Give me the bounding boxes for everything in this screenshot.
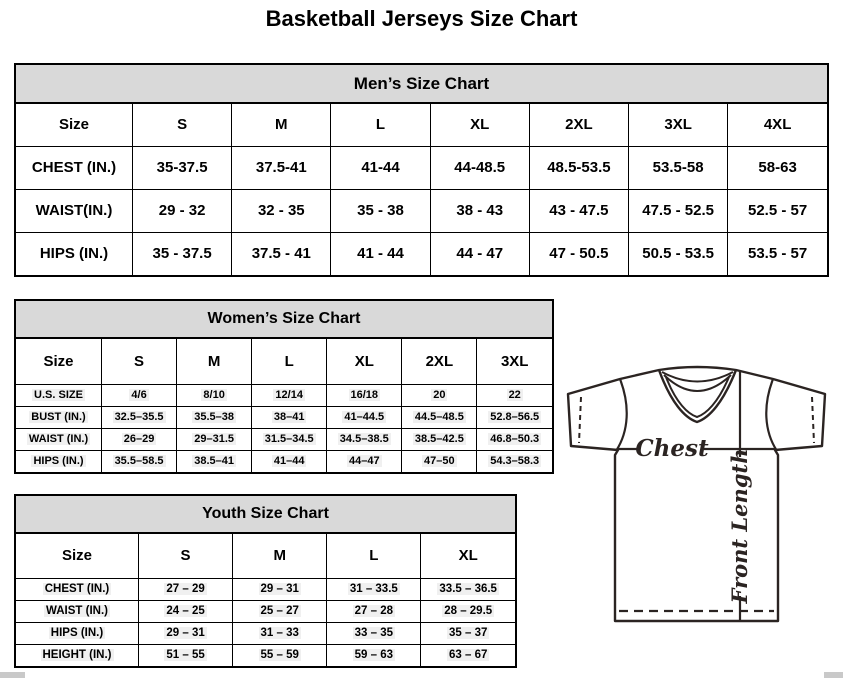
column-header: L — [327, 534, 421, 578]
value-text: 8/10 — [203, 389, 225, 401]
value-text: 43 - 47.5 — [549, 202, 609, 219]
value-text: 37.5-41 — [255, 159, 307, 176]
value-text: 47 - 50.5 — [549, 245, 609, 263]
column-header: Size — [16, 339, 102, 384]
value-cell — [177, 428, 252, 450]
value-cell — [233, 600, 327, 622]
value-text: 35.5–58.5 — [114, 455, 164, 468]
row-label-cell — [16, 428, 102, 450]
value-text: 53.5-58 — [652, 159, 704, 176]
value-cell — [327, 644, 421, 666]
table-row — [16, 450, 552, 472]
value-cell — [177, 384, 252, 406]
jersey-measurement-diagram — [563, 363, 830, 625]
value-text: 26–29 — [123, 433, 155, 445]
column-header: 3XL — [629, 104, 728, 146]
value-text: 31.5–34.5 — [264, 433, 314, 445]
value-text: 50.5 - 53.5 — [642, 245, 714, 263]
table-row — [16, 146, 827, 189]
value-text: 35-37.5 — [156, 159, 208, 176]
value-text: 28 – 29.5 — [444, 605, 493, 617]
value-cell — [327, 384, 402, 406]
column-header: 4XL — [728, 104, 827, 146]
value-cell — [252, 450, 327, 472]
value-cell — [477, 428, 552, 450]
value-cell — [430, 189, 529, 232]
row-label-text: HEIGHT (IN.) — [42, 649, 112, 662]
row-label-cell — [16, 450, 102, 472]
value-cell — [421, 600, 515, 622]
table-row — [16, 428, 552, 450]
row-label-text: CHEST (IN.) — [44, 583, 110, 595]
row-label-cell — [16, 146, 133, 189]
value-cell — [233, 578, 327, 600]
value-cell — [102, 428, 177, 450]
table-row — [16, 189, 827, 232]
value-cell — [139, 600, 233, 622]
mens-size-chart — [14, 63, 829, 277]
column-header: M — [232, 104, 331, 146]
value-text: 29 - 32 — [158, 202, 206, 219]
value-cell — [233, 644, 327, 666]
value-cell — [629, 189, 728, 232]
value-cell — [327, 428, 402, 450]
row-label-text: HIPS (IN.) — [33, 455, 84, 468]
value-text: 29 – 31 — [260, 583, 299, 595]
value-text: 33.5 – 36.5 — [439, 583, 497, 595]
value-text: 44–47 — [348, 455, 380, 468]
value-text: 16/18 — [350, 389, 379, 401]
value-text: 38.5–42.5 — [414, 433, 464, 445]
value-cell — [529, 189, 628, 232]
column-header: 3XL — [477, 339, 552, 384]
value-cell — [102, 450, 177, 472]
value-text: 34.5–38.5 — [339, 433, 389, 445]
value-text: 41 - 44 — [357, 245, 404, 263]
value-cell — [139, 622, 233, 644]
value-text: 41–44.5 — [344, 411, 385, 423]
value-cell — [232, 146, 331, 189]
value-cell — [629, 146, 728, 189]
value-text: 35 - 37.5 — [152, 245, 212, 263]
column-header: S — [133, 104, 232, 146]
value-cell — [402, 384, 477, 406]
table-row — [16, 622, 515, 644]
chest-label: Chest — [635, 435, 709, 462]
value-text: 27 – 28 — [354, 605, 393, 617]
youth-size-chart — [14, 494, 517, 668]
value-text: 27 – 29 — [166, 583, 205, 595]
column-header: M — [233, 534, 327, 578]
value-text: 20 — [433, 389, 446, 401]
row-label-text: BUST (IN.) — [31, 411, 86, 423]
value-cell — [331, 189, 430, 232]
column-header: 2XL — [402, 339, 477, 384]
value-cell — [177, 450, 252, 472]
value-cell — [327, 578, 421, 600]
value-cell — [133, 189, 232, 232]
value-cell — [421, 644, 515, 666]
column-header: L — [252, 339, 327, 384]
value-text: 22 — [508, 389, 521, 401]
value-text: 44-48.5 — [454, 159, 506, 176]
value-cell — [477, 384, 552, 406]
scrollbar-fragment-left[interactable] — [0, 672, 25, 678]
value-text: 47–50 — [424, 455, 455, 468]
value-cell — [529, 232, 628, 275]
row-label-text: HIPS (IN.) — [50, 627, 104, 639]
row-label-cell — [16, 189, 133, 232]
value-text: 41-44 — [361, 159, 400, 176]
row-label-text: U.S. SIZE — [34, 389, 83, 401]
value-cell — [327, 450, 402, 472]
value-text: 46.8–50.3 — [490, 433, 540, 445]
value-cell — [728, 189, 827, 232]
row-label-cell — [16, 578, 139, 600]
jersey-outline-shape — [568, 367, 825, 621]
value-text: 35.5–38 — [194, 411, 234, 423]
value-text: 25 – 27 — [260, 605, 299, 617]
value-text: 32.5–35.5 — [114, 411, 164, 423]
value-cell — [402, 450, 477, 472]
mens-chart-title: Men’s Size Chart — [16, 65, 827, 104]
row-label-cell — [16, 622, 139, 644]
column-header: Size — [16, 104, 133, 146]
value-cell — [139, 578, 233, 600]
value-cell — [102, 384, 177, 406]
value-text: 29–31.5 — [194, 433, 234, 445]
row-label-cell — [16, 406, 102, 428]
value-text: 35 - 38 — [357, 202, 404, 219]
value-cell — [232, 232, 331, 275]
value-text: 33 – 35 — [354, 627, 393, 639]
value-cell — [477, 450, 552, 472]
womens-table — [16, 339, 552, 472]
value-cell — [252, 406, 327, 428]
column-header: M — [177, 339, 252, 384]
mens-table — [16, 104, 827, 275]
value-text: 44 - 47 — [456, 245, 504, 263]
value-text: 31 – 33 — [260, 627, 299, 639]
value-text: 47.5 - 52.5 — [642, 202, 714, 219]
table-row — [16, 406, 552, 428]
value-cell — [529, 146, 628, 189]
header-row — [16, 339, 552, 384]
value-cell — [421, 622, 515, 644]
value-cell — [133, 146, 232, 189]
table-row — [16, 384, 552, 406]
value-cell — [402, 428, 477, 450]
front-length-label: Front Length — [727, 448, 752, 604]
value-text: 51 – 55 — [166, 649, 205, 662]
value-cell — [728, 146, 827, 189]
header-row — [16, 104, 827, 146]
value-cell — [331, 232, 430, 275]
value-cell — [629, 232, 728, 275]
table-row — [16, 232, 827, 275]
table-row — [16, 600, 515, 622]
value-text: 12/14 — [275, 389, 303, 401]
value-text: 58-63 — [758, 159, 797, 176]
value-cell — [177, 406, 252, 428]
value-cell — [327, 600, 421, 622]
row-label-text: HIPS (IN.) — [39, 245, 109, 263]
scrollbar-fragment-right[interactable] — [824, 672, 843, 678]
row-label-text: WAIST(IN.) — [35, 202, 113, 219]
row-label-text: WAIST (IN.) — [46, 605, 108, 617]
value-text: 44.5–48.5 — [414, 411, 464, 423]
value-cell — [421, 578, 515, 600]
column-header: XL — [421, 534, 515, 578]
value-cell — [252, 428, 327, 450]
value-text: 35 – 37 — [449, 627, 488, 639]
value-cell — [327, 406, 402, 428]
value-text: 54.3–58.3 — [490, 455, 540, 468]
row-label-cell — [16, 232, 133, 275]
value-text: 52.8–56.5 — [490, 411, 540, 423]
value-cell — [139, 644, 233, 666]
row-label-text: WAIST (IN.) — [28, 433, 89, 445]
value-cell — [402, 406, 477, 428]
womens-size-chart — [14, 299, 554, 474]
value-cell — [102, 406, 177, 428]
youth-chart-title: Youth Size Chart — [16, 496, 515, 534]
value-text: 37.5 - 41 — [251, 245, 311, 263]
column-header: XL — [327, 339, 402, 384]
table-row — [16, 644, 515, 666]
value-text: 52.5 - 57 — [748, 202, 808, 219]
page-title: Basketball Jerseys Size Chart — [265, 6, 578, 31]
value-text: 48.5-53.5 — [547, 159, 611, 176]
value-cell — [233, 622, 327, 644]
value-cell — [252, 384, 327, 406]
value-text: 4/6 — [131, 389, 147, 401]
value-text: 29 – 31 — [166, 627, 205, 639]
column-header: S — [102, 339, 177, 384]
value-text: 59 – 63 — [354, 649, 393, 662]
value-cell — [232, 189, 331, 232]
value-text: 63 – 67 — [449, 649, 488, 662]
value-text: 41–44 — [273, 455, 305, 468]
value-cell — [331, 146, 430, 189]
womens-chart-title: Women’s Size Chart — [16, 301, 552, 339]
column-header: S — [139, 534, 233, 578]
column-header: 2XL — [529, 104, 628, 146]
value-cell — [327, 622, 421, 644]
value-cell — [728, 232, 827, 275]
value-text: 32 - 35 — [257, 202, 305, 219]
column-header: XL — [430, 104, 529, 146]
value-text: 55 – 59 — [260, 649, 299, 662]
table-row — [16, 578, 515, 600]
header-row — [16, 534, 515, 578]
row-label-cell — [16, 644, 139, 666]
value-text: 24 – 25 — [166, 605, 205, 617]
value-text: 38 - 43 — [456, 202, 504, 219]
value-text: 53.5 - 57 — [748, 245, 808, 263]
youth-table — [16, 534, 515, 666]
value-text: 38–41 — [273, 411, 305, 423]
value-cell — [133, 232, 232, 275]
column-header: L — [331, 104, 430, 146]
row-label-cell — [16, 600, 139, 622]
value-cell — [430, 146, 529, 189]
value-text: 31 – 33.5 — [349, 583, 398, 595]
row-label-cell — [16, 384, 102, 406]
value-cell — [430, 232, 529, 275]
value-text: 38.5–41 — [194, 455, 234, 468]
column-header: Size — [16, 534, 139, 578]
value-cell — [477, 406, 552, 428]
row-label-text: CHEST (IN.) — [31, 159, 117, 176]
